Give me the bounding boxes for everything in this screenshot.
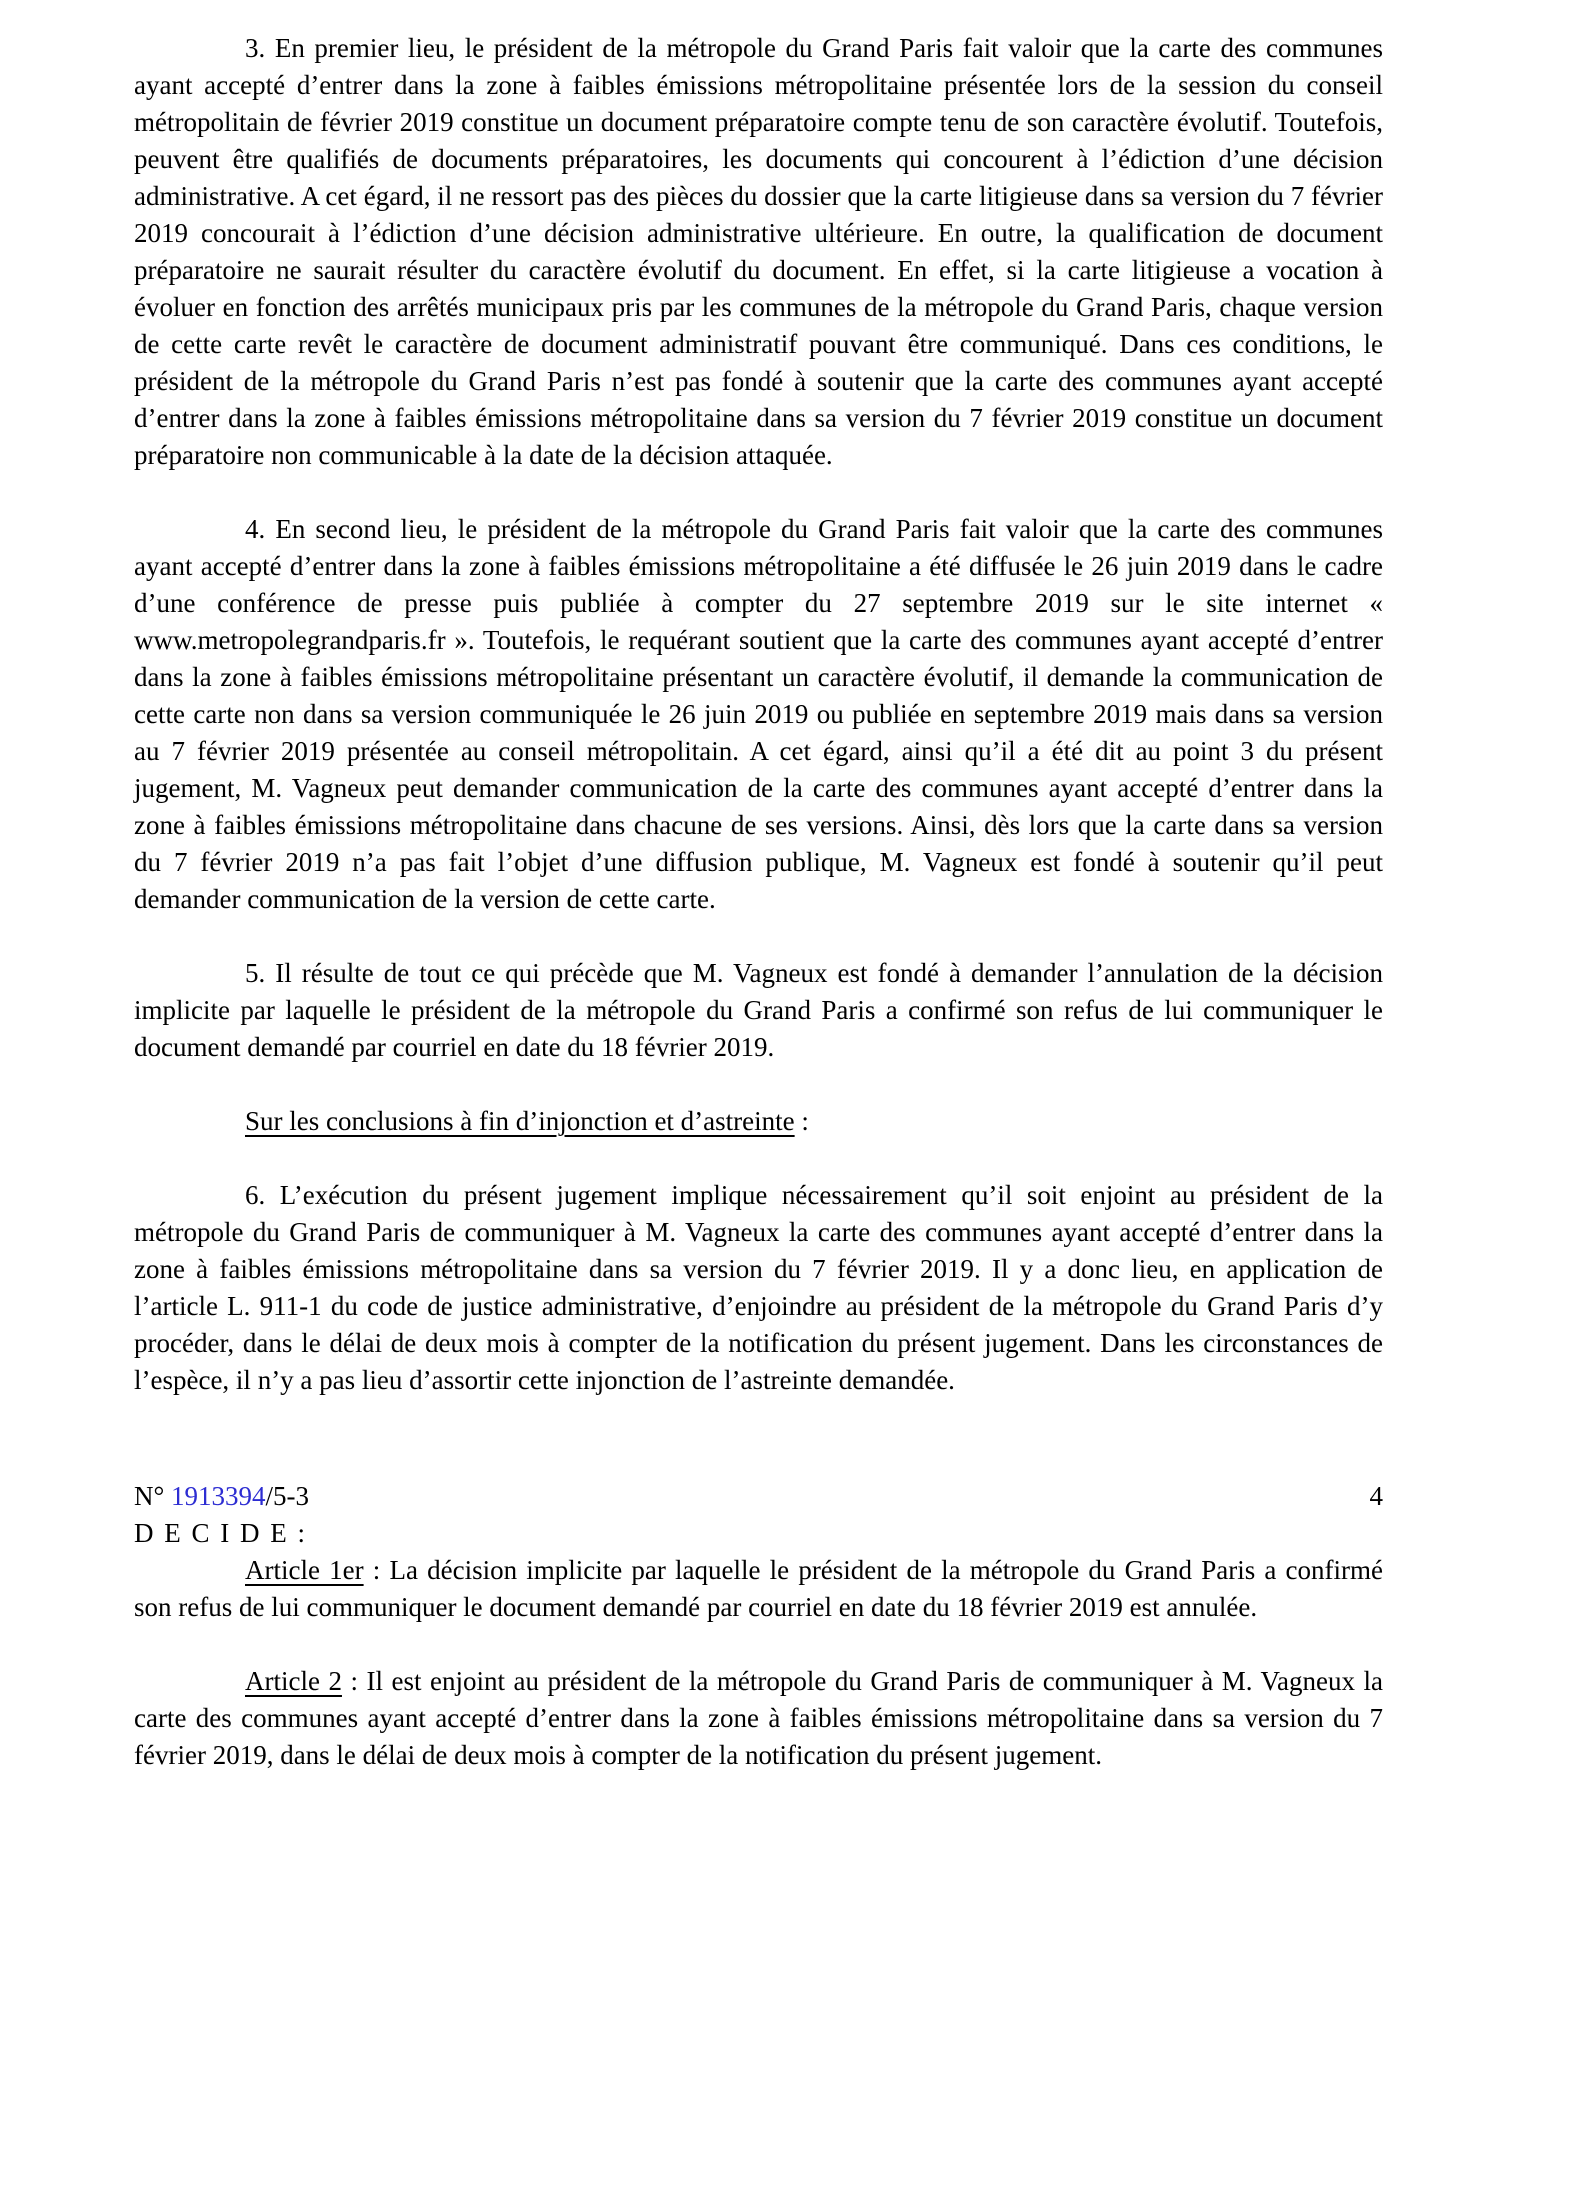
section-heading-injonction xyxy=(134,1103,1383,1140)
paragraph-5: 5. Il résulte de tout ce qui précède que M. Vagneux est fondé à demander l’annulation de la décision implicite par laquelle le président de la métropole du Grand Paris a confirmé son refus de lui communiquer le document demandé par courriel en date du 18 février 2019. xyxy=(134,958,1383,1062)
article-1-label: Article 1er xyxy=(245,1555,364,1585)
case-number-label: N° xyxy=(134,1481,165,1511)
case-number-link[interactable]: 1913394 xyxy=(171,1481,266,1511)
article-2-colon: : xyxy=(341,1666,367,1696)
case-reference xyxy=(134,1478,309,1515)
paragraph-4: 4. En second lieu, le président de la métropole du Grand Paris fait valoir que la carte des communes ayant accepté d’entrer dans la zone à faibles émissions métropolitaine a été diffusée le 26 juin 2019 dans le cadre d’une conférence de presse puis publiée à compter du 27 septembre 2019 sur le site internet « www.metropolegrandparis.fr ». Toutefois, le requérant soutient que la carte des communes ayant accepté d’entrer dans la zone à faibles émissions métropolitaine présentant un caractère évolutif, il demande la communication de cette carte non dans sa version communiquée le 26 juin 2019 ou publiée en septembre 2019 mais dans sa version au 7 février 2019 présentée au conseil métropolitain. A cet égard, ainsi qu’il a été dit au point 3 du présent jugement, M. Vagneux peut demander communication de la carte des communes ayant accepté d’entrer dans la zone à faibles émissions métropolitaine dans chacune de ses versions. Ainsi, dès lors que la carte dans sa version du 7 février 2019 n’a pas fait l’objet d’une diffusion publique, M. Vagneux est fondé à soutenir qu’il peut demander communication de la version de cette carte. xyxy=(134,514,1383,914)
article-1-text: La décision implicite par laquelle le président de la métropole du Grand Paris a confirmé son refus de lui communiquer le document demandé par courriel en date du 18 février 2019 est annulée. xyxy=(134,1555,1383,1622)
case-number-suffix: /5-3 xyxy=(265,1481,310,1511)
decide-title: D E C I D E : xyxy=(134,1518,307,1548)
page-header-row xyxy=(134,1478,1383,1515)
paragraph-3: 3. En premier lieu, le président de la métropole du Grand Paris fait valoir que la carte des communes ayant accepté d’entrer dans la zone à faibles émissions métropolitaine présentée lors de la session du conseil métropolitain de février 2019 constitue un document préparatoire compte tenu de son caractère évolutif. Toutefois, peuvent être qualifiés de documents préparatoires, les documents qui concourent à l’édiction d’une décision administrative. A cet égard, il ne ressort pas des pièces du dossier que la carte litigieuse dans sa version du 7 février 2019 concourait à l’édiction d’une décision administrative ultérieure. En outre, la qualification de document préparatoire ne saurait résulter du caractère évolutif du document. En effet, si la carte litigieuse a vocation à évoluer en fonction des arrêtés municipaux pris par les communes de la métropole du Grand Paris, chaque version de cette carte revêt le caractère de document administratif pouvant être communiqué. Dans ces conditions, le président de la métropole du Grand Paris n’est pas fondé à soutenir que la carte des communes ayant accepté d’entrer dans la zone à faibles émissions métropolitaine dans sa version du 7 février 2019 constitue un document préparatoire non communicable à la date de la décision attaquée. xyxy=(134,33,1383,470)
article-2-label: Article 2 xyxy=(245,1666,342,1696)
article-2-text: Il est enjoint au président de la métropole du Grand Paris de communiquer à M. Vagneux la carte des communes ayant accepté d’entrer dans la zone à faibles émissions métropolitaine dans sa version du 7 février 2019, dans le délai de deux mois à compter de la notification du présent jugement. xyxy=(134,1666,1383,1770)
section-heading-colon: : xyxy=(794,1106,809,1136)
section-heading-underlined-text: Sur les conclusions à fin d’injonction et d’astreinte xyxy=(245,1106,795,1136)
page-number: 4 xyxy=(1369,1481,1383,1511)
page-content xyxy=(134,0,1383,1774)
paragraph-6: 6. L’exécution du présent jugement implique nécessairement qu’il soit enjoint au président de la métropole du Grand Paris de communiquer à M. Vagneux la carte des communes ayant accepté d’entrer dans la zone à faibles émissions métropolitaine dans sa version du 7 février 2019. Il y a donc lieu, en application de l’article L. 911-1 du code de justice administrative, d’enjoindre au président de la métropole du Grand Paris d’y procéder, dans le délai de deux mois à compter de la notification du présent jugement. Dans les circonstances de l’espèce, il n’y a pas lieu d’assortir cette injonction de l’astreinte demandée. xyxy=(134,1180,1383,1395)
article-2-paragraph xyxy=(134,1663,1383,1774)
article-1-paragraph xyxy=(134,1552,1383,1626)
article-1-colon: : xyxy=(363,1555,390,1585)
